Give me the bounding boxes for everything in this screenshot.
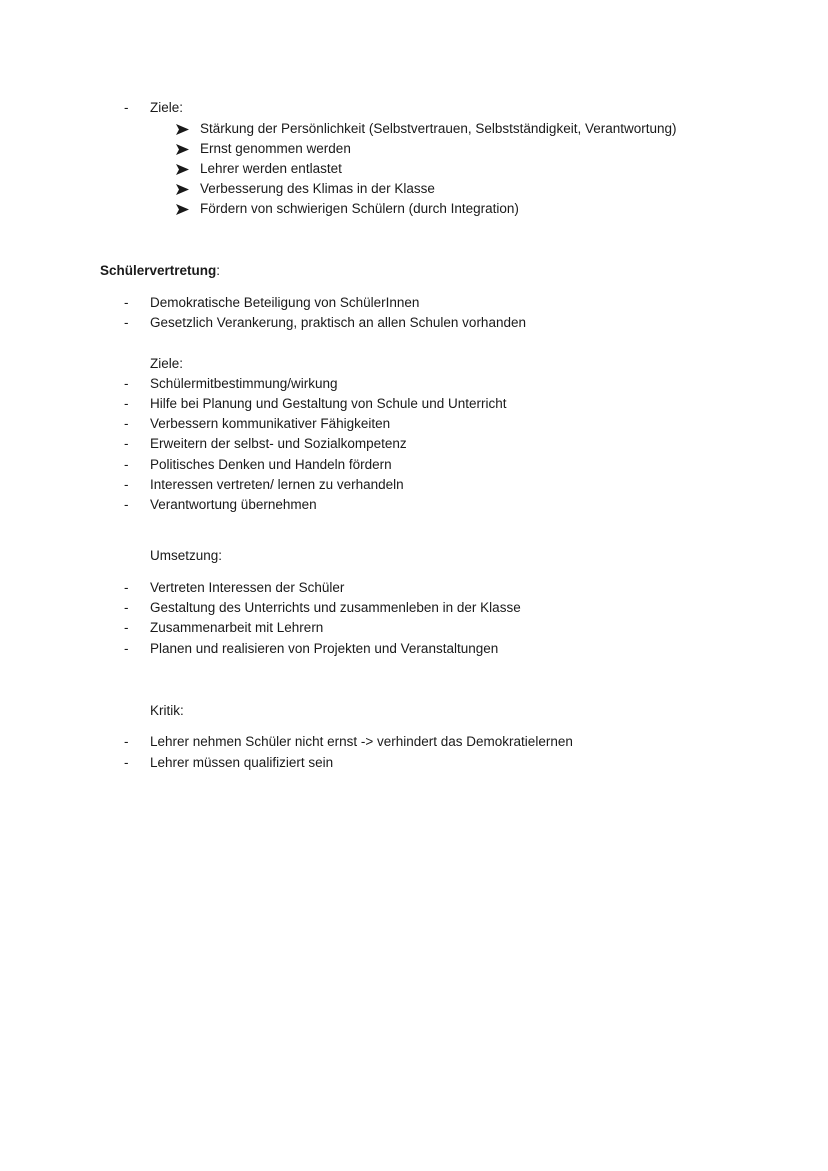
list-item: Schülermitbestimmung/wirkung: [150, 376, 338, 391]
subsection-label: Umsetzung:: [150, 548, 223, 563]
list-item: Erweitern der selbst- und Sozialkompetenz: [150, 436, 407, 451]
list-item: Gestaltung des Unterrichts und zusammenleben in der Klasse: [150, 600, 521, 615]
list-item: Interessen vertreten/ lernen zu verhandeln: [150, 477, 404, 492]
dash-bullet: -: [124, 477, 129, 492]
list-item: Vertreten Interessen der Schüler: [150, 580, 345, 595]
arrow-bullet-icon: [176, 199, 190, 219]
arrow-bullet-icon: [176, 159, 190, 179]
dash-bullet: -: [124, 416, 129, 431]
dash-bullet: -: [124, 436, 129, 451]
list-item: Lehrer werden entlastet: [200, 161, 342, 176]
section1-label: Ziele:: [150, 100, 184, 115]
dash-bullet: -: [124, 641, 129, 656]
list-item: Gesetzlich Verankerung, praktisch an allen Schulen vorhanden: [150, 315, 526, 330]
dash-bullet: -: [124, 620, 129, 635]
subsection-label: Ziele:: [150, 356, 184, 371]
dash-bullet: -: [124, 457, 129, 472]
heading-colon: :: [216, 263, 221, 278]
list-item: Verbesserung des Klimas in der Klasse: [200, 181, 435, 196]
list-item: Hilfe bei Planung und Gestaltung von Schule und Unterricht: [150, 396, 507, 411]
list-item: Demokratische Beteiligung von SchülerInnen: [150, 295, 420, 310]
dash-bullet: -: [124, 600, 129, 615]
list-item: Stärkung der Persönlichkeit (Selbstvertrauen, Selbstständigkeit, Verantwortung): [200, 121, 677, 136]
list-item: Lehrer nehmen Schüler nicht ernst -> verhindert das Demokratielernen: [150, 734, 573, 749]
list-item: Verantwortung übernehmen: [150, 497, 317, 512]
arrow-bullet-icon: [176, 139, 190, 159]
section-heading: [100, 261, 220, 281]
subsection-label: Kritik:: [150, 703, 184, 718]
list-item: Ernst genommen werden: [200, 141, 351, 156]
dash-bullet: -: [124, 295, 129, 310]
dash-bullet: -: [124, 497, 129, 512]
list-item: Verbessern kommunikativer Fähigkeiten: [150, 416, 391, 431]
list-item: Fördern von schwierigen Schülern (durch Integration): [200, 201, 519, 216]
list-item: Zusammenarbeit mit Lehrern: [150, 620, 324, 635]
dash-bullet: -: [124, 755, 129, 770]
dash-bullet: -: [124, 580, 129, 595]
arrow-bullet-icon: [176, 119, 190, 139]
arrow-bullet-icon: [176, 179, 190, 199]
list-item: Politisches Denken und Handeln fördern: [150, 457, 392, 472]
dash-bullet: -: [124, 734, 129, 749]
dash-bullet: -: [124, 315, 129, 330]
dash-bullet: -: [124, 376, 129, 391]
list-item: Lehrer müssen qualifiziert sein: [150, 755, 334, 770]
list-item: Planen und realisieren von Projekten und Veranstaltungen: [150, 641, 499, 656]
heading-text: Schülervertretung: [100, 263, 217, 278]
dash-bullet: -: [124, 396, 129, 411]
dash-bullet: -: [124, 100, 129, 115]
